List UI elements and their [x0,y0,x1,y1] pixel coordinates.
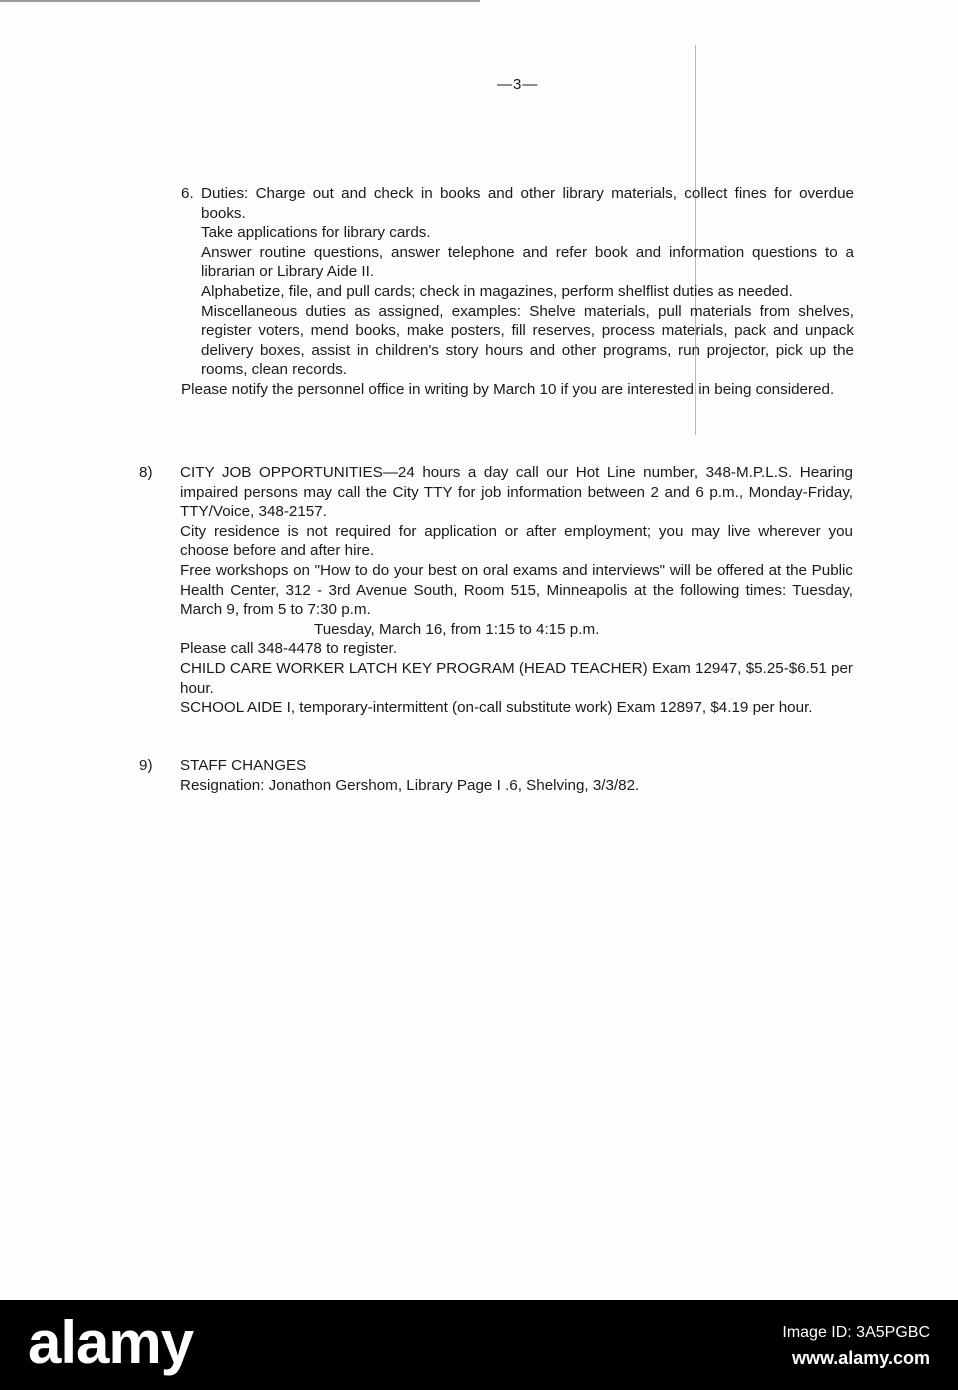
job-listing: SCHOOL AIDE I, temporary-intermittent (on-call substitute work) Exam 12897, $4.19 per hour. [180,699,813,717]
duties-line: Miscellaneous duties as assigned, examples: Shelve materials, pull materials from shelves, register voters, mend books, make posters, fill reserves, process materials, pack and unpack delivery boxes, assist in children's story hours and other programs, run projector, pick up the rooms, clean records. [201,302,854,379]
item-number-9: 9) [139,757,153,774]
duties-notice: Please notify the personnel office in writing by March 10 if you are interested in being considered. [181,380,835,398]
duties-line: Take applications for library cards. [201,224,431,242]
item-number-8: 8) [139,464,153,481]
resignation-line: Resignation: Jonathon Gershom, Library Page I .6, Shelving, 3/3/82. [180,776,640,794]
duties-line: Alphabetize, file, and pull cards; check in magazines, perform shelflist duties as needed. [201,282,793,300]
duties-section [181,184,854,400]
city-jobs-paragraph: Free workshops on "How to do your best on oral exams and interviews" will be offered at the Public Health Center, 312 - 3rd Avenue South, Room 515, Minneapolis at the following times: Tuesday, March 9, from 5 to 7:30 p.m. [180,561,853,619]
alamy-logo: alamy [28,1309,194,1376]
watermark-footer [0,1300,958,1390]
page-number: —3— [497,76,539,93]
site-url: www.alamy.com [791,1348,930,1368]
staff-changes-section [180,756,853,795]
scan-edge-line [0,0,480,2]
duties-line: Answer routine questions, answer telephone and refer book and information questions to a librarian or Library Aide II. [201,243,854,281]
city-jobs-paragraph: City residence is not required for application or after employment; you may live wherever you choose before and after hire. [180,522,853,560]
city-jobs-paragraph: CITY JOB OPPORTUNITIES—24 hours a day call our Hot Line number, 348-M.P.L.S. Hearing impaired persons may call the City TTY for job information between 2 and 6 p.m., Monday-Friday, TTY/Voice, 348-2157. [180,464,853,521]
job-listing: CHILD CARE WORKER LATCH KEY PROGRAM (HEAD TEACHER) Exam 12947, $5.25-$6.51 per hour. [180,659,853,697]
register-line: Please call 348-4478 to register. [180,640,397,658]
city-jobs-section [180,463,853,718]
workshop-second-time: Tuesday, March 16, from 1:15 to 4:15 p.m. [314,620,600,638]
staff-changes-heading: STAFF CHANGES [180,757,307,774]
duties-lead: 6. Duties: Charge out and check in books and other library materials, collect fines for overdue books. [181,185,854,222]
image-id: Image ID: 3A5PGBC [782,1324,930,1341]
